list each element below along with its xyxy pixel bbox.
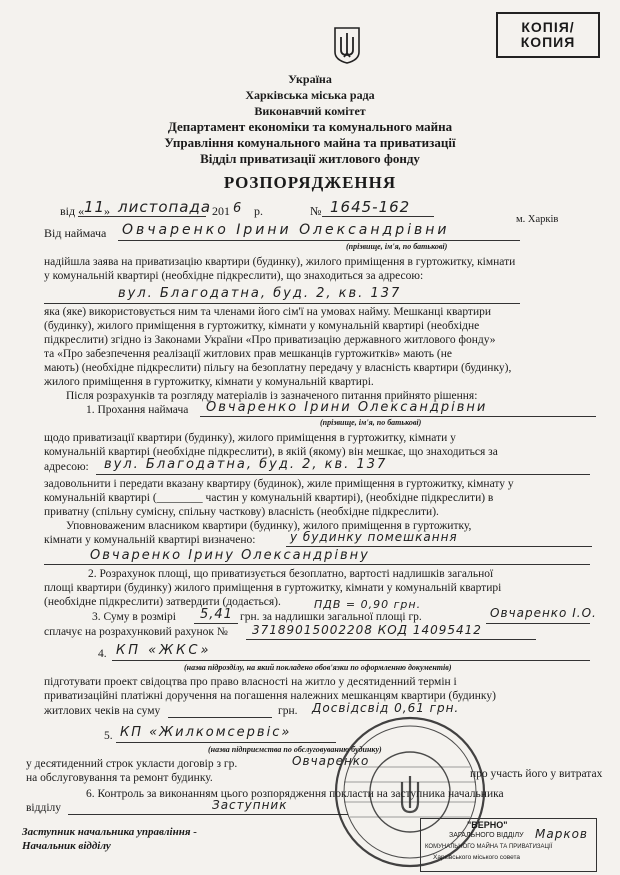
p4-fee: Досвідсвід 0,61 грн. xyxy=(312,701,460,715)
body-line-1: надійшла заява на приватизацію квартири (будинку), жилого приміщення в гуртожитку, кімнати xyxy=(44,256,516,268)
p5-person: Овчаренко xyxy=(292,754,370,768)
verno-caption-1: ЗАГАЛЬНОГО ВІДДІЛУ xyxy=(449,832,524,839)
p1-line-3: задовольнити і передати вказану квартиру (будинок), жиле приміщення в гуртожитку, кімнату у xyxy=(44,478,514,490)
p1-line-7: кімнати у комунальній квартирі визначено: xyxy=(44,534,256,546)
p3-person: Овчаренко І.О. xyxy=(490,606,597,620)
header-department: Департамент економіки та комунального майна xyxy=(167,119,453,134)
body-line-9: Після розрахунків та розгляду матеріалів із зазначеного питання прийнято рішення: xyxy=(66,390,478,402)
number-underline xyxy=(322,216,434,217)
order-close-quote: » xyxy=(104,204,110,218)
p1-owner-underline xyxy=(44,564,590,565)
p4-hint: (назва підрозділу, на який покладено обов'язки по оформленню документів) xyxy=(184,663,452,672)
p2-line-1: 2. Розрахунок площі, що приватизується безоплатно, вартості надлишків загальної xyxy=(88,568,494,580)
p1-note: у будинку помешкання xyxy=(290,530,458,544)
p5-org: КП «Жилкомсервіс» xyxy=(120,725,292,740)
p1-hint: (прізвище, ім'я, по батькові) xyxy=(320,418,422,427)
body-line-5: підкреслити) згідно із Законами України «Про приватизацію державного житлового фонду» xyxy=(44,334,496,346)
order-day: 11 xyxy=(84,198,106,216)
trident-emblem-icon xyxy=(333,26,361,64)
body-line-7: мають) (необхідне підкреслити) пільгу на безоплатну передачу у власність квартири (будинку), xyxy=(44,362,512,374)
applicant-hint: (прізвище, ім'я, по батькові) xyxy=(346,242,448,251)
p3-lead: 3. Суму в розмірі xyxy=(92,611,176,623)
p1-address-underline xyxy=(96,474,590,475)
body-address: вул. Благодатна, буд. 2, кв. 137 xyxy=(118,286,402,301)
p3-account-underline xyxy=(246,639,536,640)
p4-line-3b: грн. xyxy=(278,705,298,717)
p5-line-2: на обслуговування та ремонт будинку. xyxy=(26,772,213,784)
verno-signature: Марков xyxy=(535,827,588,841)
header-directorate: Управління комунального майна та приватизації xyxy=(164,135,456,150)
verno-label: "ВЕРНО" xyxy=(467,820,508,830)
order-number-label: № xyxy=(310,204,322,218)
p5-line-1a: у десятиденний строк укласти договір з гр. xyxy=(26,758,238,770)
p3-sum-underline xyxy=(194,623,238,624)
p4-line-1: підготувати проект свідоцтва про право власності на житло у десятиденний термін і xyxy=(44,676,457,688)
copy-stamp xyxy=(496,12,600,58)
p6-line-1: 6. Контроль за виконанням цього розпорядження покласти на заступника начальника xyxy=(86,788,504,800)
p1-line-1: щодо приватизації квартири (будинку), жилого приміщення в гуртожитку, кімнати у xyxy=(44,432,456,444)
p1-address-label: адресою: xyxy=(44,461,89,473)
p3-person-underline xyxy=(486,623,590,624)
p4-line-2: приватизаційні платіжні доручення на погашення належних мешканцям квартири (будинку) xyxy=(44,690,496,702)
date-underline xyxy=(78,216,206,217)
p3-sum: 5,41 xyxy=(200,607,233,622)
header-council: Харківська міська рада xyxy=(245,88,375,102)
p1-line-2: комунальній квартирі (необхідне підкреслити), в якій (якому) він мешкає, що знаходиться за xyxy=(44,446,498,458)
p6-sign: Заступник xyxy=(212,798,288,812)
p1-address: вул. Благодатна, буд. 2, кв. 137 xyxy=(104,457,388,472)
p5-hint: (назва підприємства по обслуговуванню будинку) xyxy=(208,745,382,754)
footer-line-1: Заступник начальника управління - xyxy=(22,826,197,838)
p6-line-2a: відділу xyxy=(26,802,62,814)
order-year-prefix: 201 xyxy=(212,204,230,218)
p5-lead: 5. xyxy=(104,730,113,742)
p3-account: 37189015002208 КОД 14095412 xyxy=(252,623,482,637)
order-year-label: р. xyxy=(254,204,263,218)
p3-mid: грн. за надлишки загальної площі гр. xyxy=(240,611,422,623)
p1-lead: 1. Прохання наймача xyxy=(86,404,189,416)
p3-vat: ПДВ = 0,90 грн. xyxy=(314,598,422,611)
p5-line-1b: про участь його у витратах xyxy=(470,768,603,780)
order-city: м. Харків xyxy=(516,214,559,225)
body-line-3: яка (яке) використовується ним та членами його сім'ї на умовах найму. Мешканці квартири xyxy=(44,306,492,318)
verno-caption-2: КОМУНАЛЬНОГО МАЙНА ТА ПРИВАТИЗАЦІЇ xyxy=(425,844,553,850)
copy-stamp-line2: КОПИЯ xyxy=(520,34,576,50)
body-line-4: (будинку), жилого приміщення в гуртожитку, кімнати у комунальній квартирі (необхідне xyxy=(44,320,480,332)
applicant-name: Овчаренко Ірини Олександрівни xyxy=(122,222,450,238)
applicant-label: Від наймача xyxy=(44,226,107,240)
p1-note-underline xyxy=(286,546,592,547)
header-division: Відділ приватизації житлового фонду xyxy=(200,151,420,166)
order-month: листопада xyxy=(118,198,212,216)
body-line-6: та «Про забезпечення реалізації житлових прав мешканців гуртожитків» мають (не xyxy=(44,348,452,360)
order-number: 1645-162 xyxy=(330,198,411,216)
document-title: РОЗПОРЯДЖЕННЯ xyxy=(223,173,397,192)
header-committee: Виконавчий комітет xyxy=(254,104,366,118)
body-line-2: у комунальній квартирі (необхідне підкреслити), що знаходиться за адресою: xyxy=(44,270,424,282)
footer-line-2: Начальник відділу xyxy=(22,840,111,852)
order-year-suffix: 6 xyxy=(233,201,243,216)
p6-underline xyxy=(68,814,348,815)
p2-line-2: площі квартири (будинку) жилого приміщення в гуртожитку, кімнати у комунальній квартирі xyxy=(44,582,502,594)
p4-lead: 4. xyxy=(98,648,107,660)
p2-line-3: (необхідне підкреслити) затвердити (додається). xyxy=(44,596,281,608)
verno-stamp xyxy=(420,818,597,872)
p4-sum-underline xyxy=(168,717,272,718)
p1-line-6: Уповноваженим власником квартири (будинку), жилого приміщення в гуртожитку, xyxy=(66,520,472,532)
body-line-8: жилого приміщення в гуртожитку, кімнати у комунальній квартирі. xyxy=(44,376,374,388)
applicant-underline xyxy=(118,240,520,241)
p1-name-underline xyxy=(200,416,596,417)
header-country: Україна xyxy=(288,72,332,86)
p1-line-4: комунальній квартирі (________ частин у комунальній квартирі), (необхідне підкреслити) в xyxy=(44,492,494,504)
p1-name: Овчаренко Ірини Олександрівни xyxy=(206,400,488,415)
p3-line-2: сплачує на розрахунковий рахунок № xyxy=(44,626,228,638)
p1-line-5: приватну (спільну сумісну, спільну часткову) власність (необхідне підкреслити). xyxy=(44,506,439,518)
p5-org-underline xyxy=(116,742,336,743)
verno-caption-3: Харківського міського совета xyxy=(433,854,521,861)
p4-org-underline xyxy=(112,660,590,661)
order-date-label: від « xyxy=(60,204,85,218)
body-address-underline xyxy=(44,303,520,304)
copy-stamp-line1: КОПІЯ/ xyxy=(521,19,575,35)
p1-owner: Овчаренко Ірину Олександрівну xyxy=(90,548,370,563)
p4-org: КП «ЖКС» xyxy=(116,643,212,658)
p4-line-3a: житлових чеків на суму xyxy=(44,705,161,717)
